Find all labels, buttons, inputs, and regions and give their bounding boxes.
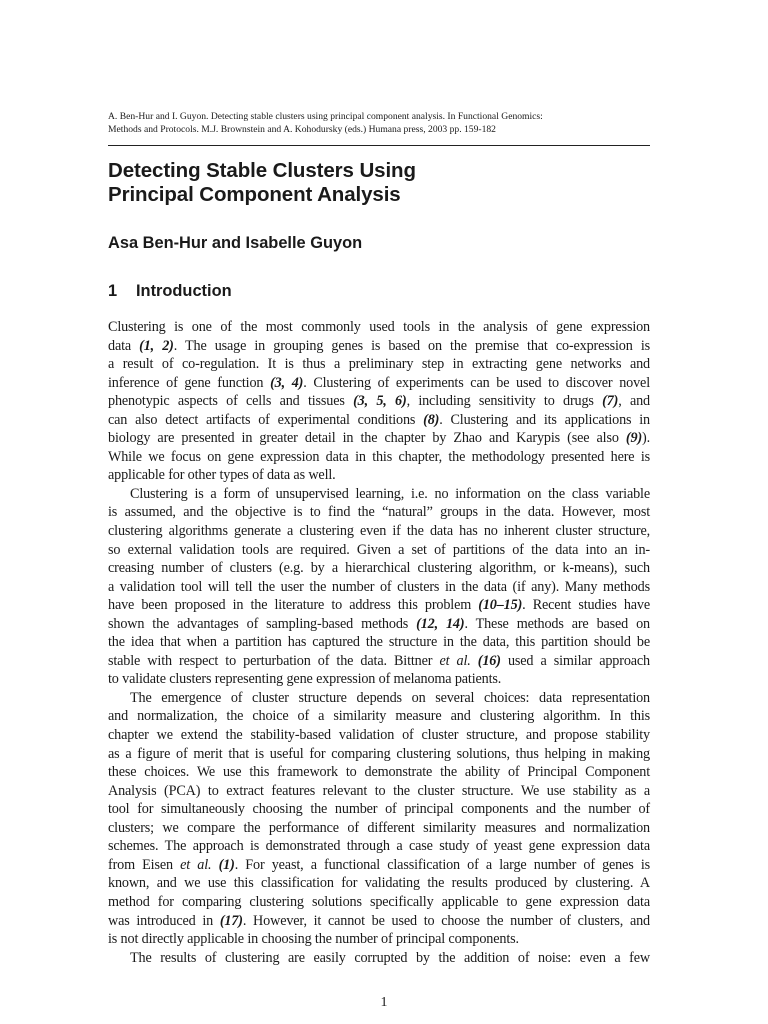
text-run: . The usage in grouping genes is based on the premise that co-expression is: [173, 337, 650, 354]
body-line: [108, 745, 650, 764]
text-run: biology are presented in greater detail in the chapter by Zhao and Karypis (see also: [108, 430, 626, 447]
body-line: [108, 374, 650, 393]
text-run: inference of gene function: [108, 374, 271, 391]
text-run: [471, 653, 478, 669]
citation-reference: (8): [423, 411, 440, 428]
body-line: [108, 503, 650, 522]
body-line: [108, 893, 650, 912]
citation-reference: (12, 14): [416, 615, 465, 632]
text-run: . Clustering of experiments can be used to discover novel: [303, 374, 650, 391]
text-run: a validation tool will tell the user the number of clusters in the data (if any). Many methods: [108, 578, 650, 595]
text-run: ).: [642, 430, 650, 447]
citation-line-1: A. Ben-Hur and I. Guyon. Detecting stable clusters using principal component analysis. In Functional Genomics:: [108, 111, 543, 122]
text-run: have been proposed in the literature to address this problem: [108, 597, 479, 614]
body-line: [108, 912, 650, 931]
section-heading: [108, 281, 232, 301]
body-line: [108, 411, 650, 430]
text-run: stable with respect to perturbation of the data. Bittner: [108, 652, 440, 669]
body-line: [108, 596, 650, 615]
body-line: [108, 874, 650, 893]
text-run: method for comparing clustering solutions specifically applicable to gene expression data: [108, 893, 650, 910]
page-number: 1: [380, 995, 388, 1010]
text-run: tool for simultaneously choosing the number of principal components and the number of: [108, 801, 650, 818]
text-run: [211, 857, 218, 873]
text-run: applicable for other types of data as well.: [108, 467, 336, 484]
body-text: [108, 318, 650, 967]
body-line: [108, 318, 650, 337]
body-line: [108, 819, 650, 838]
body-line: [108, 726, 650, 745]
text-run: the idea that when a partition has captured the structure in the data, this partition should be: [108, 634, 650, 651]
body-line: [108, 800, 650, 819]
body-line: [108, 930, 650, 949]
text-run: The emergence of cluster structure depends on several choices: data representation: [130, 689, 650, 706]
text-run: is not directly applicable in choosing the number of principal components.: [108, 931, 519, 948]
text-run: as a figure of merit that is useful for comparing clustering solutions, thus helping in making: [108, 745, 650, 762]
text-run: clustering algorithms generate a clustering even if the data has no inherent cluster structure,: [108, 523, 650, 540]
text-run: . Recent studies have: [522, 597, 651, 614]
body-line: [108, 485, 650, 504]
author-list: Asa Ben-Hur and Isabelle Guyon: [108, 234, 363, 252]
text-run: . Clustering and its applications in: [439, 411, 650, 428]
body-line: [108, 448, 650, 467]
text-run: chapter we extend the stability-based validation of cluster structure, and propose stability: [108, 727, 650, 744]
italic-text: et al.: [439, 652, 471, 669]
header-rule: [108, 145, 650, 146]
citation-reference: (9): [625, 430, 643, 447]
text-run: creasing number of clusters (e.g. by a hierarchical clustering algorithm, or k-means), such: [108, 560, 650, 577]
text-run: Clustering is one of the most commonly used tools in the analysis of gene expression: [108, 319, 650, 335]
text-run: . For yeast, a functional classification of a large number of genes is: [234, 856, 650, 873]
body-line: [108, 689, 650, 708]
body-line: [108, 782, 650, 801]
body-line: [108, 615, 650, 634]
text-run: While we focus on gene expression data in this chapter, the methodology presented here is: [108, 448, 650, 465]
body-line: [108, 355, 650, 374]
text-run: used a similar approach: [500, 652, 650, 669]
text-run: to validate clusters representing gene expression of melanoma patients.: [108, 671, 502, 688]
text-run: these choices. We use this framework to demonstrate the ability of Principal Component: [108, 764, 650, 781]
text-run: , and: [618, 393, 650, 410]
text-run: phenotypic aspects of cells and tissues: [108, 393, 354, 410]
body-line: [108, 670, 650, 689]
body-line: [108, 578, 650, 597]
text-run: schemes. The approach is demonstrated through a case study of yeast gene expression data: [108, 838, 650, 855]
citation-header: [108, 110, 653, 136]
italic-text: et al.: [180, 856, 212, 873]
text-run: . However, it cannot be used to choose the number of clusters, and: [242, 912, 650, 929]
text-run: and normalization, the choice of a similarity measure and clustering algorithm. In this: [108, 708, 650, 725]
body-line: [108, 856, 650, 875]
text-run: known, and we use this classification for validating the results produced by clustering. A: [108, 875, 650, 892]
citation-line-2: Methods and Protocols. M.J. Brownstein and A. Kohodursky (eds.) Humana press, 2003 pp. 159-182: [108, 124, 496, 135]
citation-reference: (7): [602, 393, 619, 410]
citation-reference: (17): [219, 912, 243, 929]
body-line: [108, 541, 650, 560]
text-run: . These methods are based on: [464, 615, 650, 632]
text-run: a result of co-regulation. It is thus a preliminary step in extracting gene networks and: [108, 356, 650, 373]
title-line-2: Principal Component Analysis: [108, 182, 401, 206]
text-run: shown the advantages of sampling-based methods: [108, 615, 417, 632]
citation-reference: (1): [218, 856, 235, 873]
body-line: [108, 466, 650, 485]
body-line: [108, 522, 650, 541]
section-title: Introduction: [136, 282, 232, 300]
text-run: can also detect artifacts of experimental conditions: [108, 411, 424, 428]
text-run: Analysis (PCA) to extract features relevant to the cluster structure. We use stability as a: [108, 782, 650, 799]
text-run: so external validation tools are required. Given a set of partitions of the data into an in-: [108, 541, 650, 558]
body-line: [108, 633, 650, 652]
text-run: is assumed, and the objective is to find the “natural” groups in the data. However, most: [108, 504, 650, 521]
body-line: [108, 837, 650, 856]
paper-title: [108, 159, 653, 206]
text-run: data: [108, 337, 140, 354]
body-line: [108, 763, 650, 782]
citation-reference: (16): [477, 652, 501, 669]
body-line: [108, 707, 650, 726]
text-run: , including sensitivity to drugs: [406, 393, 603, 410]
body-line: [108, 559, 650, 578]
body-line: [108, 337, 650, 356]
body-line: [108, 652, 650, 671]
text-run: clusters; we compare the performance of different similarity measures and normalization: [108, 819, 650, 836]
text-run: from Eisen: [108, 856, 181, 873]
text-run: The results of clustering are easily corrupted by the addition of noise: even a few: [130, 949, 650, 966]
citation-reference: (1, 2): [139, 337, 174, 354]
title-line-1: Detecting Stable Clusters Using: [108, 159, 416, 182]
body-line: [108, 392, 650, 411]
citation-reference: (3, 4): [270, 374, 304, 391]
body-line: [108, 949, 650, 968]
section-number: 1: [108, 282, 118, 300]
text-run: Clustering is a form of unsupervised learning, i.e. no information on the class variable: [130, 485, 650, 502]
body-line: [108, 429, 650, 448]
text-run: was introduced in: [108, 912, 220, 929]
citation-reference: (10–15): [478, 597, 523, 614]
citation-reference: (3, 5, 6): [353, 393, 407, 410]
